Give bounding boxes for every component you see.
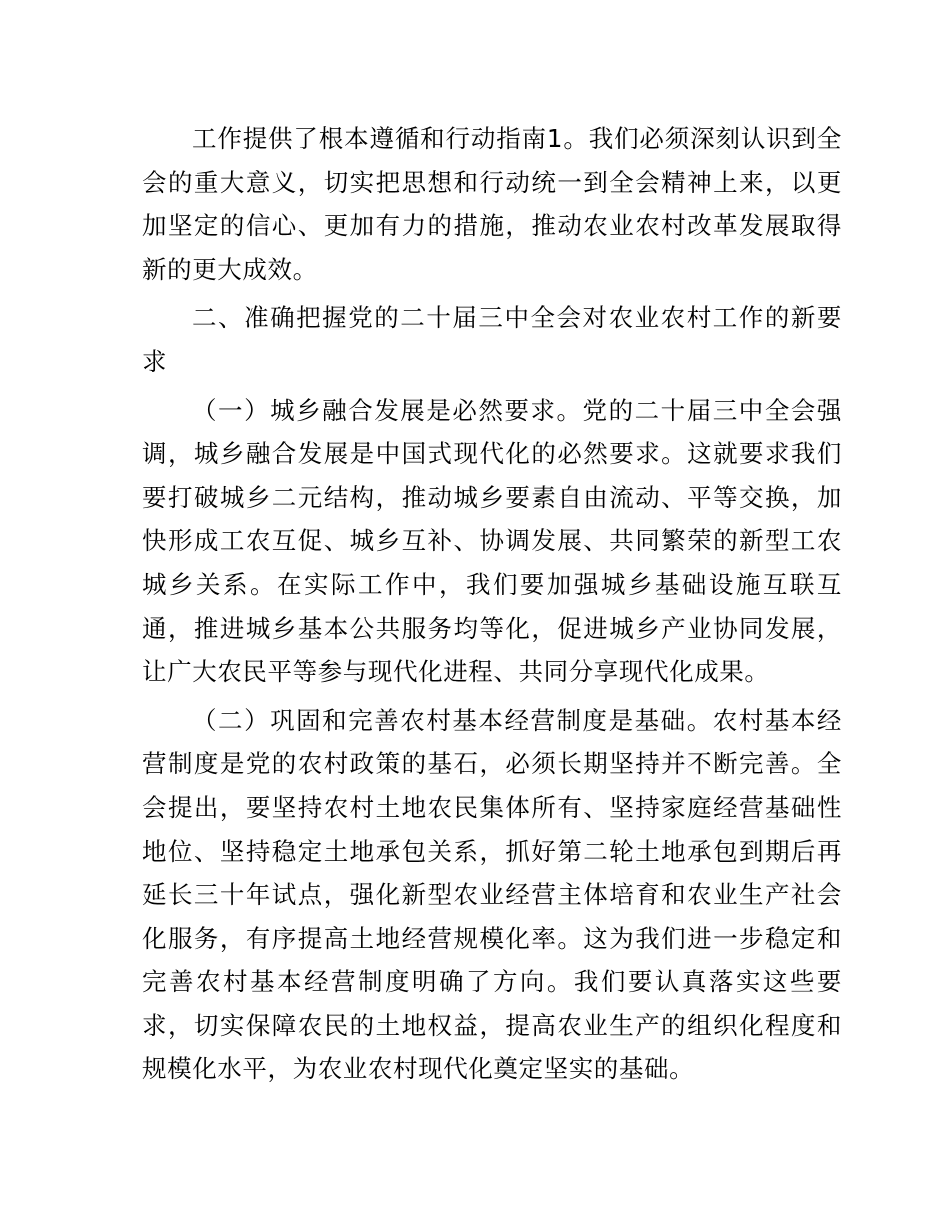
paragraph-basic-operating-system: （二）巩固和完善农村基本经营制度是基础。农村基本经营制度是党的农村政策的基石，必须长期坚持并不断完善。全会提出，要坚持农村土地农民集体所有、坚持家庭经营基础性地位、坚持稳定土地承包关系，抓好第二轮土地承包到期后再延长三十年试点，强化新型农业经营主体培育和农业生产社会化服务，有序提高土地经营规模化率。这为我们进一步稳定和完善农村基本经营制度明确了方向。我们要认真落实这些要求，切实保障农民的土地权益，提高农业生产的组织化程度和规模化水平，为农业农村现代化奠定坚实的基础。 — [142, 705, 842, 1084]
document-body — [142, 117, 842, 1096]
section-heading: 二、准确把握党的二十届三中全会对农业农村工作的新要求 — [142, 303, 842, 376]
paragraph-continuation: 工作提供了根本遵循和行动指南1。我们必须深刻认识到全会的重大意义，切实把思想和行动统一到全会精神上来，以更加坚定的信心、更加有力的措施，推动农业农村改革发展取得新的更大成效。 — [142, 124, 842, 284]
paragraph-urban-rural-integration: （一）城乡融合发展是必然要求。党的二十届三中全会强调，城乡融合发展是中国式现代化的必然要求。这就要求我们要打破城乡二元结构，推动城乡要素自由流动、平等交换，加快形成工农互促、城乡互补、协调发展、共同繁荣的新型工农城乡关系。在实际工作中，我们要加强城乡基础设施互联互通，推进城乡基本公共服务均等化，促进城乡产业协同发展，让广大农民平等参与现代化进程、共同分享现代化成果。 — [142, 395, 842, 687]
